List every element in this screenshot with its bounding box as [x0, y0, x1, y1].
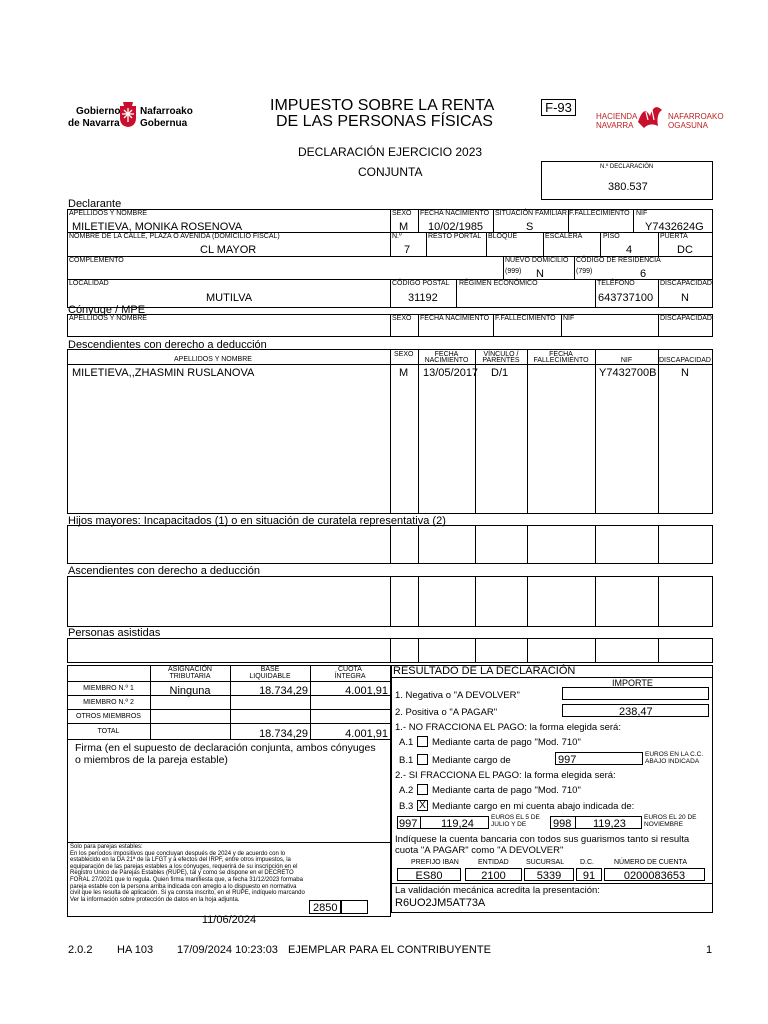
divider: [486, 232, 487, 256]
declarante-puerta: DC: [677, 244, 693, 256]
b1-code: B.1: [399, 755, 414, 766]
divider: [390, 209, 391, 232]
asig-row-cuota: 4.001,91: [345, 685, 388, 697]
divider: [658, 525, 659, 564]
divider: [658, 232, 659, 256]
ascendientes-section-title: Ascendientes con derecho a deducción: [68, 565, 261, 577]
label-localidad: LOCALIDAD: [69, 280, 109, 287]
divider: [426, 232, 427, 256]
asig-row-label: MIEMBRO N.º 1: [83, 685, 134, 692]
conyuge-label-sexo: SEXO: [392, 315, 412, 322]
declarante-codigo-residencia: 6: [640, 268, 647, 280]
asig-row-base: 18.734,29: [259, 685, 308, 697]
desc-nombre: MILETIEVA,,ZHASMIN RUSLANOVA: [72, 367, 255, 379]
label-calle: NOMBRE DE LA CALLE, PLAZA O AVENIDA (DOMICILIO FISCAL): [69, 233, 280, 240]
label-nuevo-domicilio: NUEVO DOMICILIO: [505, 257, 569, 264]
label-regimen: RÉGIMEN ECONÓMICO: [459, 280, 538, 287]
label-sexo: SEXO: [392, 210, 412, 217]
divider: [600, 232, 601, 256]
footer-ejemplar: EJEMPLAR PARA EL CONTRIBUYENTE: [288, 944, 491, 956]
divider: [456, 279, 457, 308]
declaration-number-box: [541, 161, 713, 200]
bank-cuenta-box: [604, 868, 705, 881]
p1-note-2: JULIO Y DE: [491, 821, 527, 828]
conyuge-label-discapacidad: DISCAPACIDAD: [660, 315, 712, 322]
desc-header-fecha-nac-1: FECHA: [434, 351, 459, 358]
gov-right-line2: Gobernua: [140, 118, 188, 129]
footer-page: 1: [706, 944, 713, 956]
declarante-nombre: MILETIEVA, MONIKA ROSENOVA: [72, 221, 243, 233]
divider: [418, 209, 419, 232]
declarante-nif: Y7432624G: [645, 221, 704, 233]
divider: [475, 638, 476, 663]
divider: [527, 525, 528, 564]
p2-code: 998: [553, 818, 572, 830]
bank-header-dc: D.C.: [580, 859, 594, 866]
divider: [574, 256, 575, 279]
personas-asistidas-section-title: Personas asistidas: [68, 627, 161, 639]
navarra-shield-icon: [118, 98, 138, 128]
positiva-label: 2. Positiva o "A PAGAR": [395, 707, 498, 718]
divider: [527, 638, 528, 663]
parejas-notice: [70, 844, 388, 903]
label-nif: NIF: [636, 210, 648, 217]
label-numero: N.º: [392, 233, 402, 240]
divider: [595, 576, 596, 627]
label-piso: PISO: [603, 233, 620, 240]
desc-header-nif: NIF: [620, 357, 633, 364]
bank-sucursal-box: [524, 868, 574, 881]
b1-value: 997: [558, 754, 577, 766]
cuota-header-1: CUOTA: [338, 666, 362, 673]
no-fracciona-text: 1.- NO FRACCIONA EL PAGO: la forma elegida será:: [395, 722, 621, 733]
firma-text-line2: o miembros de la pareja estable): [75, 754, 228, 766]
label-situacion-familiar: SITUACIÓN FAMILIAR: [495, 210, 567, 217]
parejas-code-box: [309, 900, 341, 914]
hacienda-emblem-icon: [634, 100, 666, 130]
parejas-line: equiparación de las parejas estables a los cónyuges, requerirá de su inscripción en el: [70, 863, 298, 870]
divider: [67, 842, 391, 843]
divider: [391, 677, 713, 678]
divider: [418, 576, 419, 627]
desc-header-fecha-nac-2: NACIMIENTO: [424, 357, 469, 364]
declarante-fecha-nac: 10/02/1985: [428, 221, 484, 233]
divider: [658, 349, 659, 514]
hijos-mayores-section-title: Hijos mayores: Incapacitados (1) o en situación de curatela representativa (2): [68, 515, 446, 527]
p1-note-1: EUROS EL 5 DE: [491, 814, 540, 821]
label-telefono: TELÉFONO: [597, 280, 635, 287]
footer-timestamp: 17/09/2024 10:23:03: [177, 944, 278, 956]
footer-ha: HA 103: [117, 944, 154, 956]
declarante-piso: 4: [626, 244, 633, 256]
divider: [391, 883, 713, 884]
divider: [418, 525, 419, 564]
divider: [493, 209, 494, 232]
b1-amount-box: [555, 752, 643, 765]
firma-date: 11/06/2024: [201, 914, 257, 926]
divider: [658, 279, 659, 308]
asig-row-label: TOTAL: [97, 728, 120, 735]
label-complemento: COMPLEMENTO: [69, 257, 124, 264]
a1-checkbox[interactable]: [417, 736, 428, 747]
negativa-label: 1. Negativa o "A DEVOLVER": [395, 690, 520, 701]
hacienda-line2: NAVARRA: [596, 121, 634, 130]
declarante-situacion: S: [526, 221, 534, 233]
declarante-sexo: M: [399, 221, 409, 233]
desc-header-vinculo-1: VÍNCULO /: [483, 351, 519, 358]
si-fracciona-text: 2.- SI FRACCIONA EL PAGO: la forma elegida será:: [395, 770, 616, 781]
desc-fecha-nac: 13/05/2017: [423, 367, 479, 379]
parejas-line: Registro Único de Parejas Estables (RUPE), tal y como se dispone en el DECRETO: [70, 870, 294, 877]
label-bloque: BLOQUE: [488, 233, 518, 240]
declarante-telefono: 643737100: [598, 292, 654, 304]
label-code-799: (799): [576, 268, 593, 275]
asig-header-2: TRIBUTARIA: [169, 673, 211, 680]
bank-dc-box: [576, 868, 602, 881]
divider: [527, 576, 528, 627]
label-discapacidad: DISCAPACIDAD: [660, 280, 712, 287]
asig-total-cuota: 4.001,91: [345, 728, 388, 740]
declarante-section-title: Declarante: [68, 198, 122, 210]
declarante-cp: 31192: [408, 292, 438, 304]
ogasuna-line2: OGASUNA: [668, 121, 709, 130]
bank-header-entidad: ENTIDAD: [478, 859, 509, 866]
declarante-numero: 7: [404, 244, 411, 256]
divider: [595, 349, 596, 514]
b1-checkbox[interactable]: [417, 754, 428, 765]
divider: [390, 525, 391, 564]
rupe-checkbox[interactable]: [341, 900, 368, 914]
firma-text-line1: Firma (en el supuesto de declaración conjunta, ambos cónyuges: [75, 742, 376, 754]
divider: [420, 816, 421, 829]
a1-code: A.1: [399, 737, 414, 748]
divider: [418, 638, 419, 663]
p1-box: [397, 816, 489, 829]
footer-version: 2.0.2: [68, 944, 93, 956]
divider: [595, 638, 596, 663]
parejas-line: civil que les resulta de aplicación. Si ya consta inscrito, en el RUPE, indíquelo marcando: [70, 890, 305, 897]
bank-prefijo: ES80: [415, 870, 443, 882]
bank-header-cuenta: NÚMERO DE CUENTA: [614, 859, 687, 866]
label-codigo-residencia: CÓDIGO DE RESIDENCIA: [576, 257, 661, 264]
bank-header-prefijo: PREFIJO IBAN: [411, 859, 459, 866]
desc-header-fall-2: FALLECIMIENTO: [533, 357, 589, 364]
bank-header-sucursal: SUCURSAL: [526, 859, 565, 866]
divider: [418, 349, 419, 514]
p2-note-2: NOVIEMBRE: [644, 821, 684, 828]
a1-text: Mediante carta de pago "Mod. 710": [432, 737, 581, 748]
desc-discapacidad: N: [681, 367, 689, 379]
parejas-line: FORAL 27/2021 que lo regula. Quien firma manifiesta que, a fecha 31/12/2023 formaba: [70, 876, 303, 883]
label-fallecimiento: F.FALLECIMIENTO: [569, 210, 630, 217]
parejas-line: En los períodos impositivos que concluyan después de 2024 y de acuerdo con lo: [70, 850, 286, 857]
resultado-title: RESULTADO DE LA DECLARACIÓN: [393, 665, 576, 677]
asig-row-label: MIEMBRO N.º 2: [83, 699, 134, 706]
divider: [390, 349, 391, 514]
descendientes-section-title: Descendientes con derecho a deducción: [68, 339, 267, 351]
bank-cuenta: 0200083653: [623, 870, 686, 882]
divider: [493, 314, 494, 337]
divider: [658, 576, 659, 627]
bank-prefijo-box: [397, 868, 461, 881]
p2-note-1: EUROS EL 20 DE: [644, 814, 697, 821]
declaration-mode: CONJUNTA: [358, 165, 423, 179]
a2-text: Mediante carta de pago "Mod. 710": [432, 785, 581, 796]
divider: [633, 209, 634, 232]
divider: [390, 314, 391, 337]
conyuge-label-fallecimiento: F.FALLECIMIENTO: [495, 315, 556, 322]
label-codigo-postal: CÓDIGO POSTAL: [392, 280, 450, 287]
divider: [390, 232, 391, 256]
asig-row-asignacion: Ninguna: [169, 685, 211, 697]
label-fecha-nacimiento: FECHA NACIMIENTO: [420, 210, 490, 217]
cuenta-text-1: Indíquese la cuenta bancaria con todos sus guarismos tanto si resulta: [395, 834, 690, 845]
positiva-amount: 238,47: [619, 706, 653, 718]
conyuge-label-apellidos: APELLIDOS Y NOMBRE: [69, 315, 147, 322]
desc-nif: Y7432700B: [599, 367, 657, 379]
parejas-code: 2850: [313, 902, 338, 914]
declarante-nuevo-domicilio: N: [536, 268, 544, 280]
divider: [67, 709, 391, 710]
conyuge-label-fecha-nac: FECHA NACIMIENTO: [420, 315, 490, 322]
declaration-number: 380.537: [608, 181, 648, 193]
divider: [595, 279, 596, 308]
p2-box: [550, 816, 642, 829]
importe-label: IMPORTE: [612, 678, 653, 688]
desc-header-apellidos: APELLIDOS Y NOMBRE: [174, 356, 252, 363]
hacienda-line1: HACIENDA: [596, 112, 638, 121]
declarante-localidad: MUTILVA: [206, 292, 253, 304]
declarante-calle: CL MAYOR: [200, 244, 257, 256]
divider: [658, 638, 659, 663]
asig-header-1: ASIGNACIÓN: [168, 666, 212, 673]
label-escalera: ESCALERA: [545, 233, 583, 240]
divider: [595, 525, 596, 564]
exercise-title: DECLARACIÓN EJERCICIO 2023: [298, 145, 483, 159]
asig-total-base: 18.734,29: [259, 728, 308, 740]
base-header-1: BASE: [260, 666, 280, 673]
conyuge-label-nif: NIF: [563, 315, 575, 322]
parejas-line: pareja estable con la persona arriba indicada con arreglo a lo dispuesto en normativa: [70, 883, 297, 890]
divider: [475, 576, 476, 627]
desc-sexo: M: [399, 367, 409, 379]
label-apellidos: APELLIDOS Y NOMBRE: [69, 210, 147, 217]
a2-code: A.2: [399, 785, 414, 796]
divider: [390, 279, 391, 308]
ogasuna-line1: NAFARROAKO: [668, 112, 724, 121]
cuota-header-2: ÍNTEGRA: [334, 673, 366, 680]
desc-header-sexo: SEXO: [394, 351, 414, 358]
gov-left-line1: Gobierno: [76, 106, 121, 117]
validacion-code: R6UO2JM5AT73A: [395, 897, 486, 909]
label-resto-portal: RESTO PORTAL: [428, 233, 482, 240]
divider: [390, 638, 391, 663]
desc-header-fall-1: FECHA: [549, 351, 573, 358]
bank-sucursal: 5339: [536, 870, 562, 882]
b1-note-2: ABAJO INDICADA: [645, 758, 700, 765]
desc-vinculo: D/1: [491, 367, 509, 379]
parejas-line: Ver la información sobre protección de datos en la hoja adjunta.: [70, 896, 240, 903]
divider: [67, 681, 391, 682]
divider: [475, 525, 476, 564]
divider: [418, 314, 419, 337]
page-title-line1: IMPUESTO SOBRE LA RENTA: [270, 97, 495, 114]
divider: [527, 349, 528, 514]
gov-left-line2: de Navarra: [68, 118, 120, 129]
label-code-999: (999): [505, 268, 522, 275]
conyuge-section-title: Cónyuge / MPE: [68, 304, 146, 316]
a2-checkbox[interactable]: [417, 784, 428, 795]
b3-code: B.3: [399, 801, 414, 812]
divider: [658, 314, 659, 337]
validacion-label: La validación mecánica acredita la presentación:: [395, 885, 600, 896]
positiva-amount-box: [562, 704, 709, 717]
desc-header-vinculo-2: PARENTES: [482, 357, 520, 364]
parejas-line: establecido en la DA 21ª de la LFGT y a efectos del IRPF, entre otros impuestos, la: [70, 857, 291, 864]
b3-text: Mediante cargo en mi cuenta abajo indicada de:: [432, 801, 635, 812]
divider: [503, 256, 504, 279]
declarante-discapacidad: N: [681, 292, 689, 304]
divider: [561, 314, 562, 337]
p1-amount: 119,24: [441, 818, 474, 830]
asig-row-label: OTROS MIEMBROS: [76, 713, 141, 720]
divider: [390, 576, 391, 627]
bank-entidad-box: [465, 868, 522, 881]
b1-note-1: EUROS EN LA C.C.: [645, 751, 704, 758]
declaration-number-label: N.º DECLARACIÓN: [600, 164, 654, 170]
divider: [575, 816, 576, 829]
desc-header-discapacidad: DISCAPACIDAD: [659, 357, 711, 364]
bank-entidad: 2100: [481, 870, 506, 882]
divider: [67, 723, 391, 724]
b1-text: Mediante cargo de: [432, 755, 511, 766]
p2-amount: 119,23: [593, 818, 626, 830]
cuenta-text-2: cuota "A PAGAR" como "A DEVOLVER": [395, 845, 564, 856]
divider: [543, 232, 544, 256]
b3-checkbox[interactable]: X: [417, 800, 428, 811]
label-puerta: PUERTA: [660, 233, 688, 240]
bank-dc: 91: [582, 870, 596, 882]
form-code: F-93: [541, 99, 576, 116]
base-header-2: LIQUIDABLE: [249, 673, 291, 680]
gov-right-line1: Nafarroako: [140, 106, 193, 117]
page-title-line2: DE LAS PERSONAS FÍSICAS: [276, 113, 493, 130]
parejas-title: Solo para parejas estables:: [70, 844, 143, 850]
p1-code: 997: [399, 818, 418, 830]
negativa-amount-box: [562, 687, 709, 700]
